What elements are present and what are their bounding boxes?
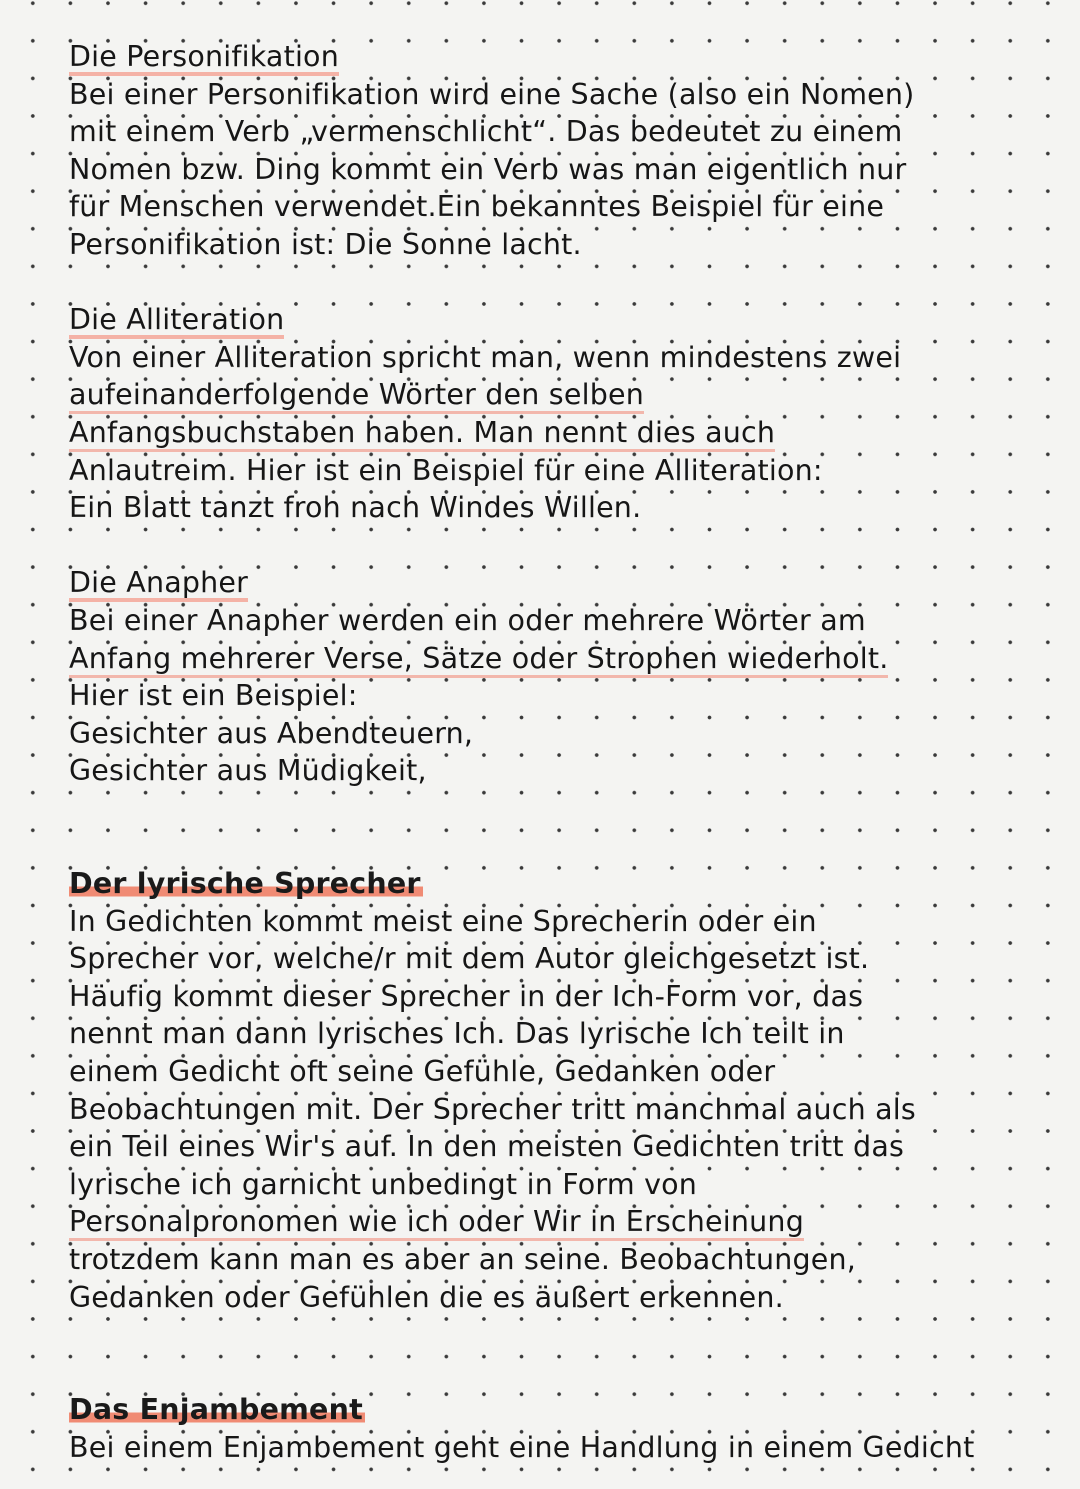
section-heading-anapher	[69, 564, 1054, 602]
text-line: mit einem Verb „vermenschlicht“. Das bedeutet zu einem	[69, 115, 903, 149]
text-line: Personifikation ist: Die Sonne lacht.	[69, 227, 582, 261]
highlighted-text: aufeinanderfolgende Wörter den selben	[69, 378, 644, 414]
section-heading-alliteration	[69, 301, 1054, 339]
highlighted-text: Anfangsbuchstaben haben. Man nennt dies auch	[69, 416, 775, 452]
text-line: für Menschen verwendet.Ein bekanntes Beispiel für eine	[69, 190, 885, 224]
text-line: Bei einer Anapher werden ein oder mehrere Wörter am	[69, 603, 866, 637]
notes-page	[69, 38, 1054, 1467]
text-line: Beobachtungen mit. Der Sprecher tritt manchmal auch als	[69, 1092, 916, 1126]
text-line: In Gedichten kommt meist eine Sprecherin oder ein	[69, 904, 817, 938]
text-line: ein Teil eines Wir's auf. In den meisten Gedichten tritt das	[69, 1130, 905, 1164]
section-heading-personifikation	[69, 38, 1054, 76]
spacer	[69, 527, 1054, 565]
section-heading-lyrischer-sprecher	[69, 865, 1054, 903]
spacer	[69, 827, 1054, 865]
highlighted-text: Personalpronomen wie ich oder Wir in Erscheinung	[69, 1205, 804, 1241]
spacer	[69, 1354, 1054, 1392]
text-line: Bei einer Personifikation wird eine Sache (also ein Nomen)	[69, 77, 915, 111]
spacer	[69, 1316, 1054, 1354]
text-line: Anlautreim. Hier ist ein Beispiel für eine Alliteration:	[69, 453, 823, 487]
text-line: Von einer Alliteration spricht man, wenn mindestens zwei	[69, 340, 902, 374]
text-line: Hier ist ein Beispiel:	[69, 679, 358, 713]
text-line	[69, 1203, 1054, 1241]
text-line: Sprecher vor, welche/r mit dem Autor gleichgesetzt ist.	[69, 942, 870, 976]
text-line: lyrische ich garnicht unbedingt in Form von	[69, 1167, 698, 1201]
heading-text: Die Personifikation	[69, 42, 339, 76]
text-line: nennt man dann lyrisches Ich. Das lyrische Ich teilt in	[69, 1017, 845, 1051]
heading-text: Der lyrische Sprecher	[69, 867, 421, 901]
text-line	[69, 414, 1054, 452]
text-line: Bei einem Enjambement geht eine Handlung in einem Gedicht	[69, 1430, 975, 1464]
text-line: Nomen bzw. Ding kommt ein Verb was man eigentlich nur	[69, 152, 907, 186]
heading-text: Die Alliteration	[69, 305, 284, 339]
text-line: trotzdem kann man es aber an seine. Beobachtungen,	[69, 1243, 857, 1276]
spacer	[69, 264, 1054, 302]
text-line	[69, 376, 1054, 414]
text-line	[69, 640, 1054, 678]
example-line: Ein Blatt tanzt froh nach Windes Willen.	[69, 491, 642, 525]
text-line: Gedanken oder Gefühlen die es äußert erkennen.	[69, 1280, 784, 1314]
text-line: Häufig kommt dieser Sprecher in der Ich-Form vor, das	[69, 979, 864, 1013]
example-line: Gesichter aus Abendteuern,	[69, 716, 474, 750]
section-heading-enjambement	[69, 1391, 1054, 1429]
spacer	[69, 790, 1054, 828]
text-line: einem Gedicht oft seine Gefühle, Gedanken oder	[69, 1055, 776, 1089]
example-line: Gesichter aus Müdigkeit,	[69, 754, 427, 788]
heading-text: Das Enjambement	[69, 1393, 363, 1427]
heading-text: Die Anapher	[69, 568, 248, 602]
highlighted-text: Anfang mehrerer Verse, Sätze oder Strophen wiederholt.	[69, 642, 888, 678]
